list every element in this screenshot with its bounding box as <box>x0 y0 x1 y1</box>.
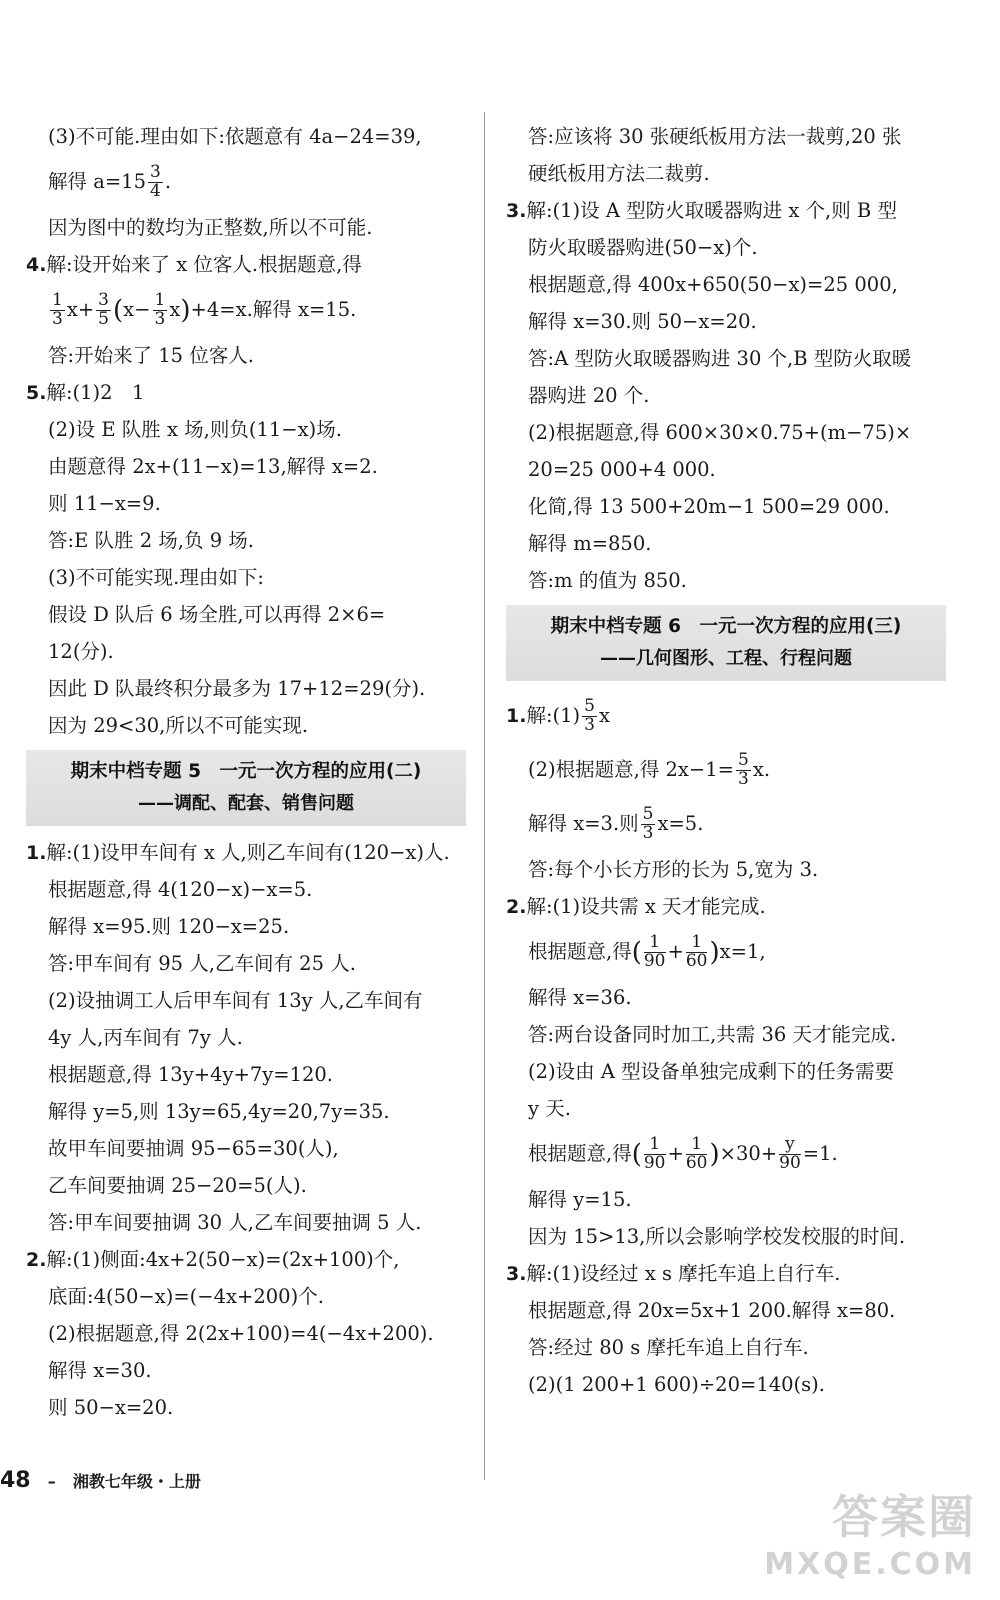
text-line: 解得 x=36. <box>528 986 632 1009</box>
text-line: 答:甲车间要抽调 30 人,乙车间要抽调 5 人. <box>48 1211 422 1234</box>
text-line: 乙车间要抽调 25−20=5(人). <box>48 1174 307 1197</box>
text-line: 解得 m=850. <box>528 532 652 555</box>
watermark-text: 答案圈 <box>832 1490 976 1544</box>
right-column <box>506 118 946 1403</box>
text-line: 则 11−x=9. <box>48 492 161 515</box>
text-line: 器购进 20 个. <box>528 384 650 407</box>
text-line: 根据题意,得 20x=5x+1 200.解得 x=80. <box>528 1299 896 1322</box>
text-line: 因为 15>13,所以会影响学校发校服的时间. <box>528 1225 906 1248</box>
text-line: 根据题意,得 4(120−x)−x=5. <box>48 878 313 901</box>
text-line: (3)不可能.理由如下:依题意有 4a−24=39, <box>48 125 422 148</box>
text-line: (2)根据题意,得 600×30×0.75+(m−75)× <box>528 421 912 444</box>
question-5: 5.解:(1)2 1 <box>26 381 145 404</box>
left-column <box>26 118 466 1426</box>
text-line: (2)设由 A 型设备单独完成剩下的任务需要 <box>528 1060 895 1083</box>
section-subtitle: ——调配、配套、销售问题 <box>138 793 354 814</box>
text-line: 答:m 的值为 850. <box>528 569 687 592</box>
text-line: 假设 D 队后 6 场全胜,可以再得 2×6= <box>48 603 386 626</box>
question-2: 2.解:(1)设共需 x 天才能完成. <box>506 895 766 918</box>
equation-line: 解得 x=3.则 $\frac{5}{3}$ x=5. <box>528 804 704 843</box>
page-footer <box>0 1468 201 1493</box>
text-line: (2)根据题意,得 2(2x+100)=4(−4x+200). <box>48 1322 434 1345</box>
fraction: $\frac{5}{3}$ <box>584 696 595 735</box>
section-subtitle: ——几何图形、工程、行程问题 <box>600 648 852 669</box>
text-line: 防火取暖器购进(50−x)个. <box>528 236 758 259</box>
text-line: 根据题意,得 13y+4y+7y=120. <box>48 1063 334 1086</box>
text-line: 解得 y=5,则 13y=65,4y=20,7y=35. <box>48 1100 390 1123</box>
fraction: $\frac{y}{90}$ <box>779 1134 801 1173</box>
fraction: $\frac{1}{60}$ <box>685 1134 708 1173</box>
text-line: 故甲车间要抽调 95−65=30(人), <box>48 1137 339 1160</box>
equation-line: $\frac{1}{3}$ x+ $\frac{3}{5}$ (x− $\frac{1}{3}$ x)+4=x.解得 x=15. <box>52 290 357 329</box>
fraction: $\frac{1}{90}$ <box>643 932 666 971</box>
equation-line: 根据题意,得( $\frac{1}{90}$ + $\frac{1}{60}$ )x=1, <box>528 932 766 971</box>
fraction: $\frac{3}{5}$ <box>98 290 109 329</box>
page-number: 48 <box>0 1468 31 1493</box>
book-title: 湘教七年级・上册 <box>72 1472 201 1491</box>
equation-line: 根据题意,得( $\frac{1}{90}$ + $\frac{1}{60}$ )×30+ $\frac{y}{90}$ =1. <box>528 1134 838 1173</box>
section-title: 期末中档专题 5 一元一次方程的应用(二) <box>70 761 422 782</box>
fraction: $\frac{1}{3}$ <box>154 290 166 329</box>
equation-line: (2)根据题意,得 2x−1= $\frac{5}{3}$ x. <box>528 750 771 789</box>
question-2: 2.解:(1)侧面:4x+2(50−x)=(2x+100)个, <box>26 1248 400 1271</box>
text-line: 解得 a=15 $\frac{3}{4}$ . <box>48 162 172 201</box>
text-line: 解得 y=15. <box>528 1188 632 1211</box>
question-3: 3.解:(1)设经过 x s 摩托车追上自行车. <box>506 1262 841 1285</box>
text-line: 因此 D 队最终积分最多为 17+12=29(分). <box>48 677 426 700</box>
fraction: $\frac{1}{3}$ <box>52 290 63 329</box>
text-line: 答:两台设备同时加工,共需 36 天才能完成. <box>528 1023 897 1046</box>
text-line: 由题意得 2x+(11−x)=13,解得 x=2. <box>48 455 378 478</box>
watermark-logo <box>764 1481 976 1582</box>
text-line: 20=25 000+4 000. <box>528 458 716 481</box>
text-line: 底面:4(50−x)=(−4x+200)个. <box>48 1285 324 1308</box>
footer-dash: – <box>47 1472 56 1491</box>
text-line: 答:经过 80 s 摩托车追上自行车. <box>528 1336 809 1359</box>
fraction: $\frac{5}{3}$ <box>738 750 749 789</box>
fraction: $\frac{3}{4}$ <box>149 162 161 201</box>
text-line: 4y 人,丙车间有 7y 人. <box>48 1026 243 1049</box>
text-line: 因为 29<30,所以不可能实现. <box>48 714 309 737</box>
text-line: y 天. <box>528 1097 571 1120</box>
text-line: 解得 x=95.则 120−x=25. <box>48 915 290 938</box>
question-1: 1.解:(1)设甲车间有 x 人,则乙车间有(120−x)人. <box>26 841 450 864</box>
watermark-url: MXQE.COM <box>764 1547 976 1582</box>
text-line: (2)设 E 队胜 x 场,则负(11−x)场. <box>48 418 342 441</box>
text-line: 解得 x=30.则 50−x=20. <box>528 310 757 333</box>
text-line: 硬纸板用方法二裁剪. <box>528 162 710 185</box>
text-line: 答:甲车间有 95 人,乙车间有 25 人. <box>48 952 356 975</box>
column-divider <box>484 112 485 1480</box>
question-4: 4.解:设开始来了 x 位客人.根据题意,得 <box>26 253 362 276</box>
text-line: (3)不可能实现.理由如下: <box>48 566 264 589</box>
text-line: 化简,得 13 500+20m−1 500=29 000. <box>528 495 890 518</box>
fraction: $\frac{5}{3}$ <box>642 804 654 843</box>
text-line: 则 50−x=20. <box>48 1396 174 1419</box>
text-line: (2)设抽调工人后甲车间有 13y 人,乙车间有 <box>48 989 423 1012</box>
text-line: 解得 x=30. <box>48 1359 152 1382</box>
text-line: 因为图中的数均为正整数,所以不可能. <box>48 216 373 239</box>
text-line: (2)(1 200+1 600)÷20=140(s). <box>528 1373 825 1396</box>
text-line: 12(分). <box>48 640 114 663</box>
fraction: $\frac{1}{60}$ <box>685 932 708 971</box>
text-line: 答:每个小长方形的长为 5,宽为 3. <box>528 858 819 881</box>
section-title: 期末中档专题 6 一元一次方程的应用(三) <box>550 616 902 637</box>
text-line: 答:E 队胜 2 场,负 9 场. <box>48 529 255 552</box>
text-line: 答:开始来了 15 位客人. <box>48 344 254 367</box>
question-1: 1.解:(1) $\frac{5}{3}$ x <box>506 696 610 735</box>
question-3: 3.解:(1)设 A 型防火取暖器购进 x 个,则 B 型 <box>506 199 897 222</box>
text-line: 答:A 型防火取暖器购进 30 个,B 型防火取暖 <box>528 347 912 370</box>
text-line: 答:应该将 30 张硬纸板用方法一裁剪,20 张 <box>528 125 902 148</box>
fraction: $\frac{1}{90}$ <box>643 1134 666 1173</box>
section-header-5 <box>26 750 466 826</box>
section-header-6 <box>506 605 946 681</box>
text-line: 根据题意,得 400x+650(50−x)=25 000, <box>528 273 898 296</box>
